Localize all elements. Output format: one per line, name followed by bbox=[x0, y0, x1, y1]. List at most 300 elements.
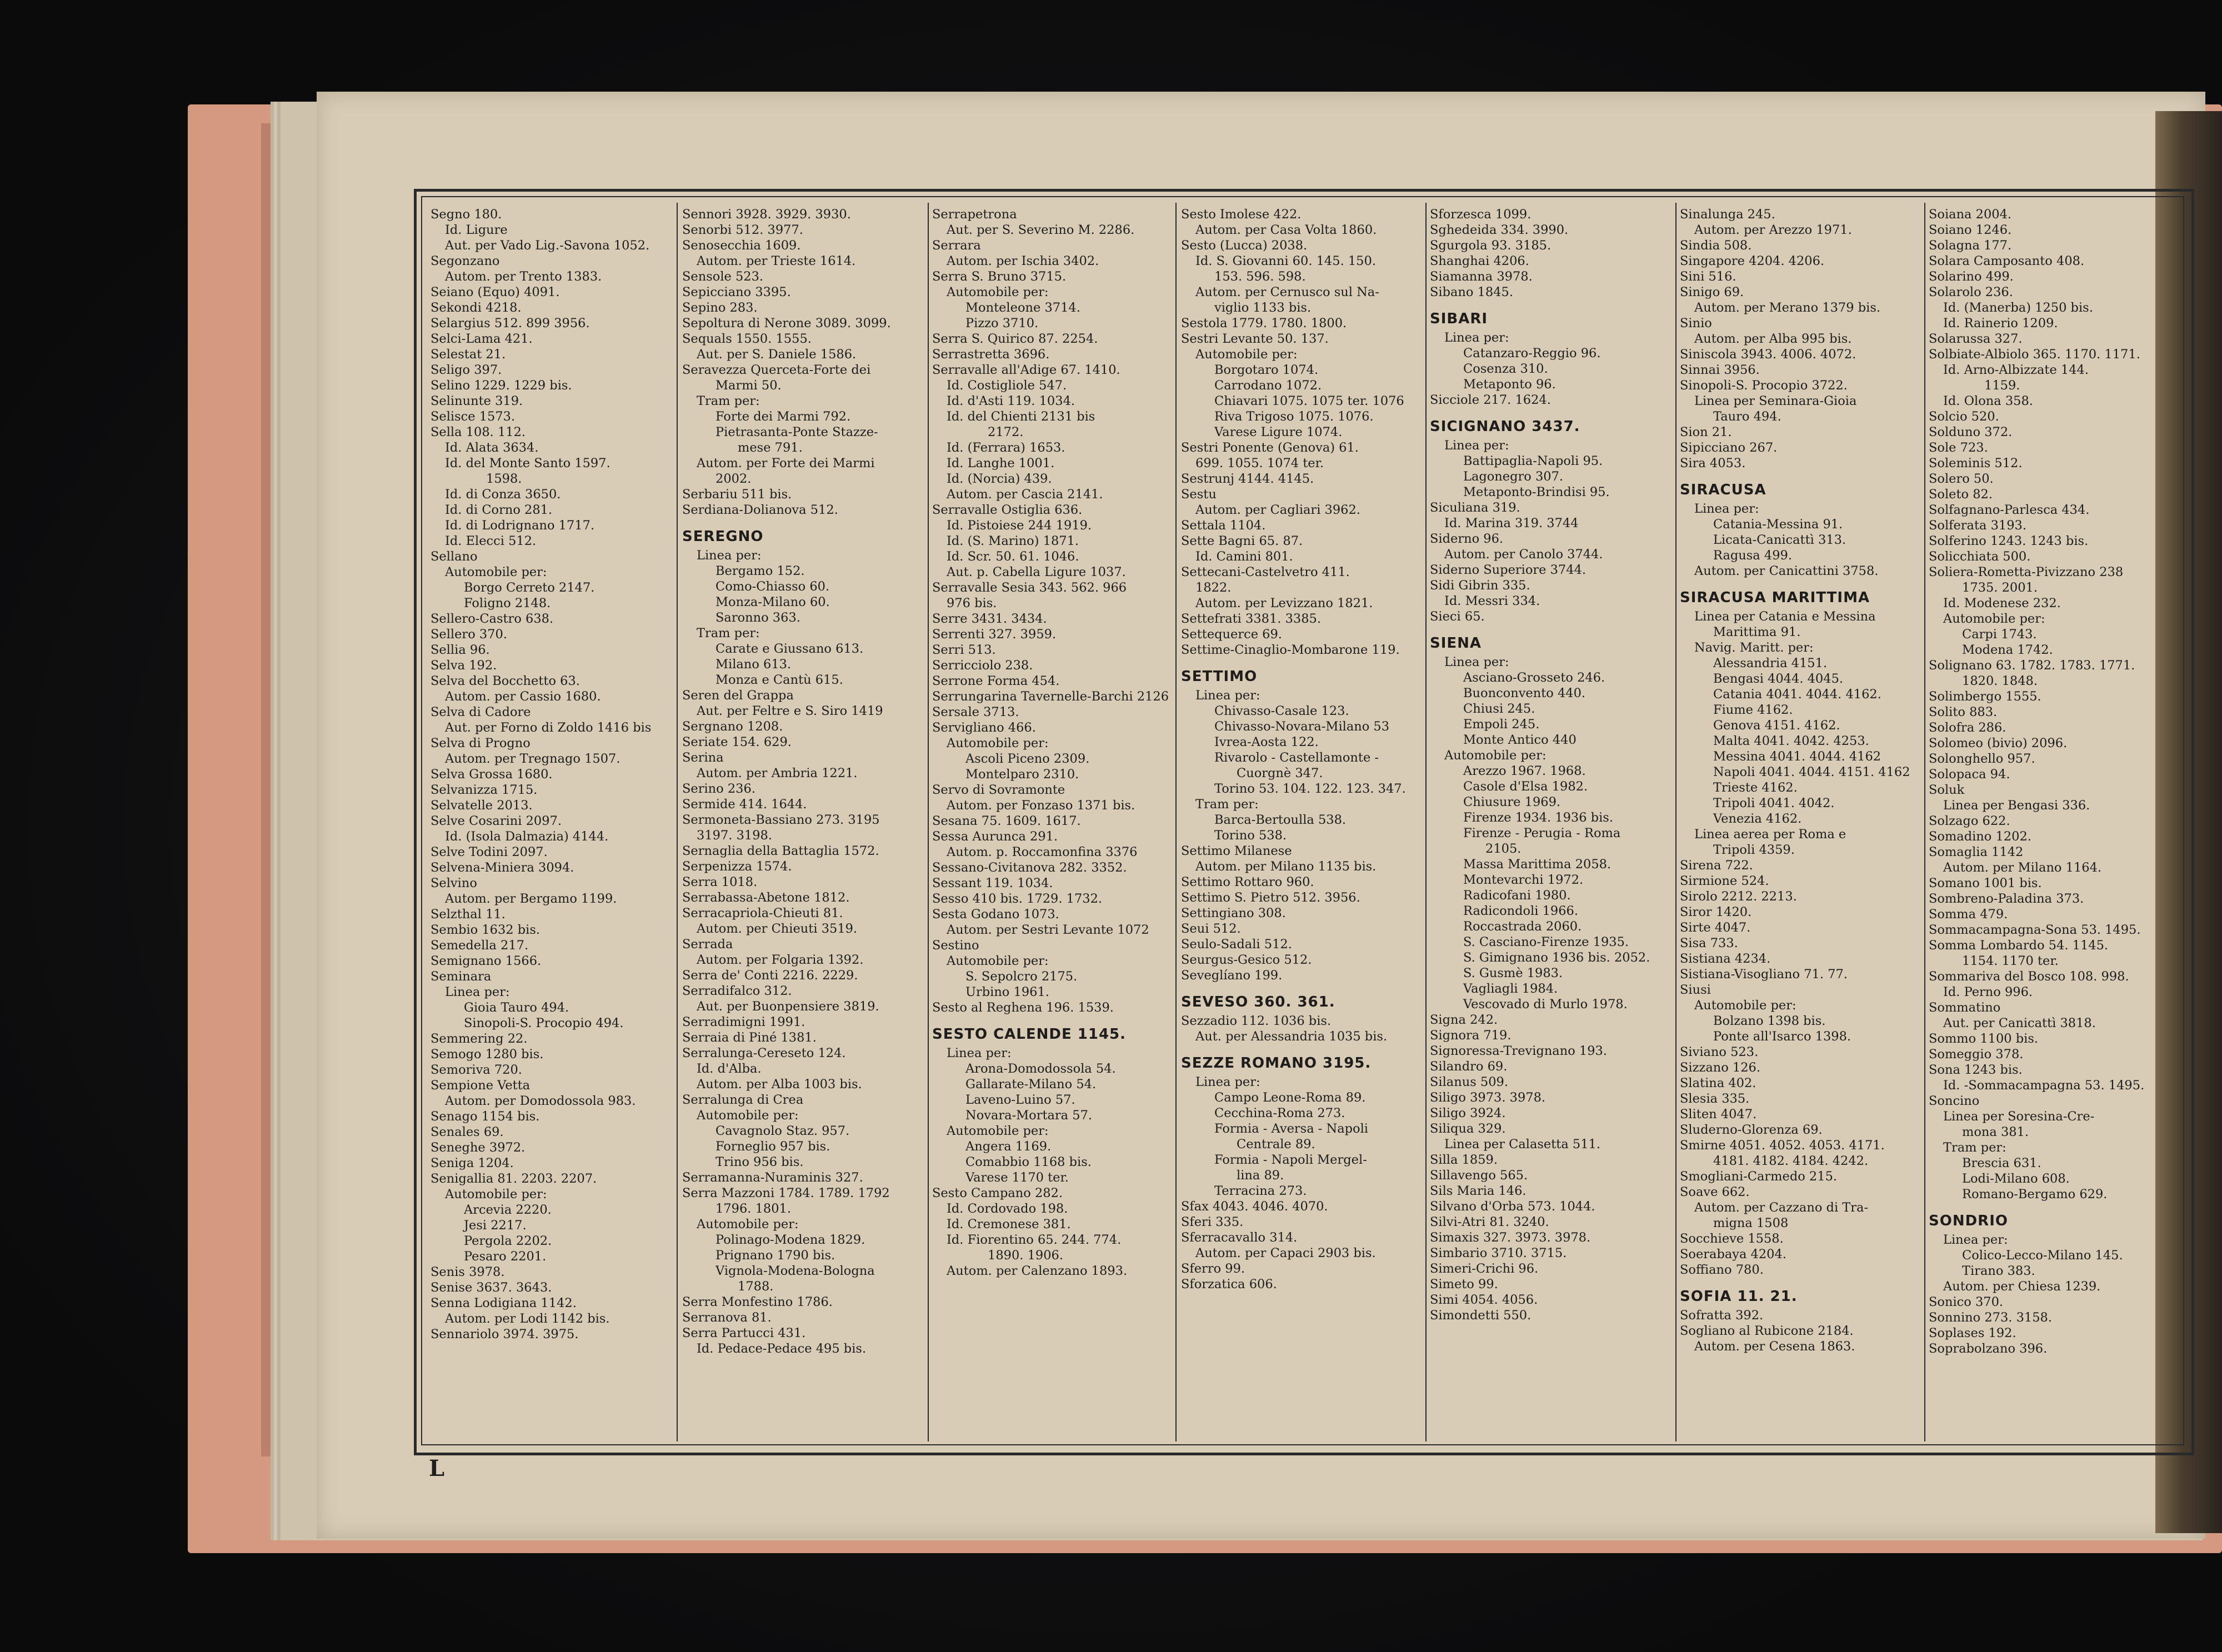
index-entry: Roccastrada 2060. bbox=[1463, 919, 1582, 934]
index-entry: Serri 513. bbox=[932, 643, 996, 657]
section-heading: SICIGNANO 3437. bbox=[1430, 418, 1580, 435]
index-entry: Seiano (Equo) 4091. bbox=[431, 285, 560, 299]
index-entry: Tram per: bbox=[1195, 797, 1259, 812]
index-entry: Linea per Soresina-Cre- bbox=[1943, 1109, 2095, 1124]
index-entry: Autom. per Alba 1003 bis. bbox=[697, 1077, 862, 1092]
index-entry: Id. Messri 334. bbox=[1444, 594, 1540, 608]
index-entry: Sonico 370. bbox=[1929, 1295, 2004, 1309]
index-entry: Firenze - Perugia - Roma bbox=[1463, 826, 1621, 840]
index-entry: Serina bbox=[682, 750, 724, 765]
index-entry: Linea per Calasetta 511. bbox=[1444, 1137, 1600, 1152]
index-entry: Solara Camposanto 408. bbox=[1929, 254, 2085, 268]
index-entry: Arona-Domodossola 54. bbox=[965, 1062, 1116, 1076]
index-entry: Sensole 523. bbox=[682, 269, 764, 284]
index-entry: Sesto Imolese 422. bbox=[1181, 207, 1302, 222]
index-entry: 1788. bbox=[738, 1279, 774, 1294]
index-entry: Solfagnano-Parlesca 434. bbox=[1929, 503, 2090, 517]
index-entry: Autom. per Cassio 1680. bbox=[445, 689, 601, 704]
index-entry: Colico-Lecco-Milano 145. bbox=[1962, 1248, 2123, 1263]
index-entry: Trino 956 bis. bbox=[715, 1155, 804, 1169]
index-entry: Sestri Ponente (Genova) 61. bbox=[1181, 440, 1359, 455]
index-entry: Sesso 410 bis. 1729. 1732. bbox=[932, 892, 1103, 906]
index-entry: Selisce 1573. bbox=[431, 409, 516, 424]
section-heading: SIBARI bbox=[1430, 311, 1488, 327]
index-entry: Sekondi 4218. bbox=[431, 301, 522, 315]
index-entry: Silvi-Atri 81. 3240. bbox=[1430, 1215, 1549, 1229]
index-entry: Forte dei Marmi 792. bbox=[715, 409, 851, 424]
index-entry: S. Gimignano 1936 bis. 2052. bbox=[1463, 950, 1650, 965]
index-entry: Serralunga di Crea bbox=[682, 1093, 804, 1107]
index-entry: Autom. per Bergamo 1199. bbox=[445, 892, 617, 906]
index-entry: Sinigo 69. bbox=[1680, 285, 1744, 299]
index-entry: Serino 236. bbox=[682, 782, 755, 796]
index-entry: 153. 596. 598. bbox=[1214, 269, 1306, 284]
index-entry: Bolzano 1398 bis. bbox=[1713, 1014, 1826, 1028]
index-column-1 bbox=[431, 207, 678, 1440]
index-entry: Seren del Grappa bbox=[682, 688, 794, 703]
index-entry: Simeri-Crichi 96. bbox=[1430, 1261, 1539, 1276]
index-entry: Aut. per Alessandria 1035 bis. bbox=[1195, 1029, 1388, 1044]
index-entry: Aut. per Buonpensiere 3819. bbox=[697, 999, 879, 1014]
index-entry: Serricciolo 238. bbox=[932, 658, 1033, 673]
index-entry: Urbino 1961. bbox=[965, 985, 1049, 999]
index-entry: Sennori 3928. 3929. 3930. bbox=[682, 207, 851, 222]
index-entry: Selva 192. bbox=[431, 658, 497, 673]
index-entry: Settecani-Castelvetro 411. bbox=[1181, 565, 1350, 579]
index-entry: Sette Bagni 65. 87. bbox=[1181, 534, 1303, 548]
index-entry: Simeto 99. bbox=[1430, 1277, 1498, 1291]
index-entry: Sforzesca 1099. bbox=[1430, 207, 1532, 222]
index-entry: Solferino 1243. 1243 bis. bbox=[1929, 534, 2089, 548]
index-entry: Automobile per: bbox=[1444, 748, 1547, 763]
index-entry: Simbario 3710. 3715. bbox=[1430, 1246, 1567, 1260]
index-entry: Solimbergo 1555. bbox=[1929, 689, 2041, 704]
index-entry: Id. S. Giovanni 60. 145. 150. bbox=[1195, 254, 1376, 268]
index-entry: Sliten 4047. bbox=[1680, 1107, 1757, 1122]
index-entry: Solbiate-Albiolo 365. 1170. 1171. bbox=[1929, 347, 2140, 362]
index-entry: Id. Langhe 1001. bbox=[947, 456, 1055, 470]
index-entry: Autom. per Cagliari 3962. bbox=[1195, 503, 1360, 517]
index-entry: Tram per: bbox=[697, 394, 760, 408]
index-entry: Sogliano al Rubicone 2184. bbox=[1680, 1324, 1854, 1338]
index-entry: Trieste 4162. bbox=[1713, 780, 1798, 795]
index-entry: Sizzano 126. bbox=[1680, 1060, 1761, 1075]
index-entry: Serravalle Ostiglia 636. bbox=[932, 503, 1083, 517]
index-entry: Serrone Forma 454. bbox=[932, 674, 1060, 688]
index-entry: Siculiana 319. bbox=[1430, 500, 1520, 515]
index-entry: Autom. p. Roccamonfina 3376 bbox=[947, 845, 1138, 859]
index-entry: Soerabaya 4204. bbox=[1680, 1247, 1786, 1261]
index-entry: Foligno 2148. bbox=[464, 596, 551, 610]
index-entry: Formia - Napoli Mergel- bbox=[1214, 1153, 1367, 1167]
index-entry: Sergnano 1208. bbox=[682, 719, 783, 734]
index-entry: Sillavengo 565. bbox=[1430, 1168, 1528, 1183]
index-entry: Solito 883. bbox=[1929, 705, 1998, 719]
index-entry: Sira 4053. bbox=[1680, 456, 1746, 470]
index-entry: Solduno 372. bbox=[1929, 425, 2013, 439]
index-entry: Sinopoli-S. Procopio 3722. bbox=[1680, 378, 1848, 393]
index-entry: Settimo S. Pietro 512. 3956. bbox=[1181, 890, 1360, 905]
index-entry: Linea per: bbox=[1195, 1075, 1260, 1089]
index-entry: Linea per Seminara-Gioia bbox=[1694, 394, 1857, 408]
index-entry: Genova 4151. 4162. bbox=[1713, 718, 1840, 733]
index-entry: Id. Fiorentino 65. 244. 774. bbox=[947, 1233, 1122, 1247]
index-entry: Servo di Sovramonte bbox=[932, 783, 1065, 797]
index-entry: Autom. per Sestri Levante 1072 bbox=[947, 923, 1149, 937]
index-entry: Marittima 91. bbox=[1713, 625, 1801, 639]
index-entry: Id. (S. Marino) 1871. bbox=[947, 534, 1079, 548]
index-entry: Id. Pistoiese 244 1919. bbox=[947, 518, 1092, 533]
index-entry: Solopaca 94. bbox=[1929, 767, 2010, 782]
index-entry: Sesana 75. 1609. 1617. bbox=[932, 814, 1081, 828]
index-entry: Montevarchi 1972. bbox=[1463, 873, 1584, 887]
index-entry: 2002. bbox=[715, 472, 752, 486]
section-heading: SOFIA 11. 21. bbox=[1680, 1288, 1798, 1305]
index-entry: Soiano 1246. bbox=[1929, 223, 2012, 237]
index-entry: Senales 69. bbox=[431, 1125, 504, 1139]
index-entry: Selvatelle 2013. bbox=[431, 798, 533, 813]
index-entry: Settequerce 69. bbox=[1181, 627, 1282, 642]
index-entry: Lagonegro 307. bbox=[1463, 469, 1564, 484]
index-entry: Settefrati 3381. 3385. bbox=[1181, 612, 1321, 626]
index-entry: 1598. bbox=[486, 472, 522, 486]
index-entry: Serrabassa-Abetone 1812. bbox=[682, 890, 850, 905]
index-entry: Id. Rainerio 1209. bbox=[1943, 316, 2058, 331]
section-heading: SEREGNO bbox=[682, 528, 764, 545]
index-entry: Id. di Corno 281. bbox=[445, 503, 553, 517]
index-entry: Smirne 4051. 4052. 4053. 4171. bbox=[1680, 1138, 1885, 1153]
index-entry: Selvino bbox=[431, 876, 477, 890]
index-entry: Solonghello 957. bbox=[1929, 752, 2035, 766]
section-heading: SESTO CALENDE 1145. bbox=[932, 1026, 1127, 1043]
index-entry: mese 791. bbox=[738, 440, 803, 455]
index-entry: Automobile per: bbox=[947, 285, 1049, 299]
index-entry: Sinnai 3956. bbox=[1680, 363, 1760, 377]
index-entry: Sepoltura di Nerone 3089. 3099. bbox=[682, 316, 891, 331]
index-entry: 3197. 3198. bbox=[697, 828, 772, 843]
index-entry: Vescovado di Murlo 1978. bbox=[1463, 997, 1628, 1012]
index-entry: Segonzano bbox=[431, 254, 500, 268]
index-entry: Sinalunga 245. bbox=[1680, 207, 1775, 222]
index-entry: Servigliano 466. bbox=[932, 720, 1036, 735]
index-entry: Tirano 383. bbox=[1962, 1264, 2035, 1278]
index-entry: Autom. per Lodi 1142 bis. bbox=[445, 1311, 610, 1326]
section-heading: SIRACUSA MARITTIMA bbox=[1680, 589, 1870, 606]
index-entry: Sestri Levante 50. 137. bbox=[1181, 332, 1329, 346]
index-entry: Id. di Lodrignano 1717. bbox=[445, 518, 595, 533]
index-entry: Serra de' Conti 2216. 2229. bbox=[682, 968, 858, 983]
index-entry: Seligo 397. bbox=[431, 363, 502, 377]
index-entry: Selvena-Miniera 3094. bbox=[431, 860, 574, 875]
index-entry: Sferro 99. bbox=[1181, 1261, 1245, 1276]
index-entry: Sombreno-Paladina 373. bbox=[1929, 892, 2084, 906]
index-entry: Sferi 335. bbox=[1181, 1215, 1244, 1229]
index-entry: Selestat 21. bbox=[431, 347, 506, 362]
index-entry: Siamanna 3978. bbox=[1430, 269, 1533, 284]
index-entry: Sezzadio 112. 1036 bis. bbox=[1181, 1014, 1332, 1028]
index-entry: Riva Trigoso 1075. 1076. bbox=[1214, 409, 1374, 424]
index-entry: Sepino 283. bbox=[682, 301, 758, 315]
index-entry: S. Sepolcro 2175. bbox=[965, 969, 1078, 984]
index-entry: Id. (Ferrara) 1653. bbox=[947, 440, 1065, 455]
index-entry: Serrungarina Tavernelle-Barchi 2126 bbox=[932, 689, 1169, 704]
index-entry: Settala 1104. bbox=[1181, 518, 1266, 533]
index-entry: Sepicciano 3395. bbox=[682, 285, 791, 299]
index-entry: S. Gusmè 1983. bbox=[1463, 966, 1563, 980]
index-entry: Id. Perno 996. bbox=[1943, 985, 2033, 999]
index-entry: Sommatino bbox=[1929, 1000, 2001, 1015]
index-entry: Selve Todini 2097. bbox=[431, 845, 548, 859]
index-entry: Serracapriola-Chieuti 81. bbox=[682, 906, 843, 920]
index-entry: Sirena 722. bbox=[1680, 858, 1753, 873]
index-entry: Fiume 4162. bbox=[1713, 703, 1793, 717]
index-entry: Linea per Bengasi 336. bbox=[1943, 798, 2090, 813]
index-entry: Sinio bbox=[1680, 316, 1712, 331]
index-entry: Serra S. Bruno 3715. bbox=[932, 269, 1067, 284]
index-entry: Cosenza 310. bbox=[1463, 362, 1548, 376]
index-entry: Buonconvento 440. bbox=[1463, 686, 1586, 700]
index-entry: Id. d'Asti 119. 1034. bbox=[947, 394, 1075, 408]
index-entry: Autom. per Levizzano 1821. bbox=[1195, 596, 1373, 610]
index-entry: Barca-Bertoulla 538. bbox=[1214, 813, 1347, 827]
index-entry: Aut. per S. Daniele 1586. bbox=[697, 347, 857, 362]
index-entry: Sibano 1845. bbox=[1430, 285, 1514, 299]
index-entry: Serranova 81. bbox=[682, 1310, 772, 1325]
index-entry: 1796. 1801. bbox=[715, 1202, 791, 1216]
index-entry: Serra S. Quirico 87. 2254. bbox=[932, 332, 1098, 346]
index-entry: Siderno 96. bbox=[1430, 532, 1504, 546]
index-entry: Autom. per Milano 1135 bis. bbox=[1195, 859, 1377, 874]
index-entry: Solignano 63. 1782. 1783. 1771. bbox=[1929, 658, 2135, 673]
index-entry: Soffiano 780. bbox=[1680, 1263, 1764, 1277]
index-column-2 bbox=[682, 207, 929, 1440]
index-entry: Terracina 273. bbox=[1214, 1184, 1307, 1198]
index-entry: Autom. per Alba 995 bis. bbox=[1694, 332, 1852, 346]
index-entry: Serrapetrona bbox=[932, 207, 1017, 222]
index-entry: Sellero 370. bbox=[431, 627, 507, 642]
index-entry: Signora 719. bbox=[1430, 1028, 1512, 1043]
index-entry: Id. Arno-Albizzate 144. bbox=[1943, 363, 2089, 377]
index-entry: Ragusa 499. bbox=[1713, 548, 1792, 563]
index-entry: Metaponto-Brindisi 95. bbox=[1463, 485, 1610, 499]
index-entry: Linea per: bbox=[1444, 331, 1509, 345]
index-entry: Tripoli 4359. bbox=[1713, 843, 1795, 857]
index-entry: Sistiana 4234. bbox=[1680, 952, 1771, 966]
index-entry: Linea per: bbox=[445, 985, 510, 999]
index-entry: Solarolo 236. bbox=[1929, 285, 2013, 299]
index-entry: Soliera-Rometta-Pivizzano 238 bbox=[1929, 565, 2124, 579]
index-entry: Selinunte 319. bbox=[431, 394, 523, 408]
index-entry: Siror 1420. bbox=[1680, 905, 1752, 919]
index-entry: Rivarolo - Castellamonte - bbox=[1214, 750, 1379, 765]
index-entry: Shanghai 4206. bbox=[1430, 254, 1529, 268]
index-entry: Autom. per Cazzano di Tra- bbox=[1694, 1200, 1869, 1215]
index-entry: Brescia 631. bbox=[1962, 1156, 2041, 1170]
index-entry: Pizzo 3710. bbox=[965, 316, 1039, 331]
index-entry: Siliqua 329. bbox=[1430, 1122, 1506, 1136]
index-entry: Autom. per Milano 1164. bbox=[1943, 860, 2102, 875]
index-entry: Autom. per Cascia 2141. bbox=[947, 487, 1103, 502]
index-entry: Soncino bbox=[1929, 1094, 1980, 1108]
section-heading: SIENA bbox=[1430, 635, 1482, 652]
index-entry: 1890. 1906. bbox=[988, 1248, 1063, 1263]
index-entry: Ascoli Piceno 2309. bbox=[965, 752, 1090, 766]
index-entry: mona 381. bbox=[1962, 1125, 2029, 1139]
index-entry: Battipaglia-Napoli 95. bbox=[1463, 454, 1603, 468]
index-entry: Id. Elecci 512. bbox=[445, 534, 537, 548]
index-entry: Autom. per Arezzo 1971. bbox=[1694, 223, 1852, 237]
index-entry: Settimo Rottaro 960. bbox=[1181, 875, 1314, 889]
index-entry: Gioia Tauro 494. bbox=[464, 1000, 569, 1015]
index-entry: Chivasso-Novara-Milano 53 bbox=[1214, 719, 1390, 734]
index-entry: Seriate 154. 629. bbox=[682, 735, 792, 749]
index-entry: Somaglia 1142 bbox=[1929, 845, 2024, 859]
index-entry: Socchieve 1558. bbox=[1680, 1232, 1784, 1246]
index-entry: Pergola 2202. bbox=[464, 1234, 552, 1248]
index-entry: Centrale 89. bbox=[1237, 1137, 1315, 1152]
index-entry: Serra Monfestino 1786. bbox=[682, 1295, 833, 1309]
index-entry: Montelparo 2310. bbox=[965, 767, 1079, 782]
index-entry: Cecchina-Roma 273. bbox=[1214, 1106, 1345, 1120]
index-entry: Sipicciano 267. bbox=[1680, 440, 1778, 455]
index-entry: Tauro 494. bbox=[1713, 409, 1781, 424]
index-entry: Semogo 1280 bis. bbox=[431, 1047, 544, 1062]
index-entry: Catania-Messina 91. bbox=[1713, 517, 1843, 532]
index-entry: Laveno-Luino 57. bbox=[965, 1093, 1075, 1107]
index-entry: Sellero-Castro 638. bbox=[431, 612, 554, 626]
index-entry: Seulo-Sadali 512. bbox=[1181, 937, 1292, 952]
index-entry: Selino 1229. 1229 bis. bbox=[431, 378, 572, 393]
index-entry: Vagliagli 1984. bbox=[1463, 982, 1558, 996]
index-entry: Gallarate-Milano 54. bbox=[965, 1077, 1097, 1092]
index-entry: Serravalle Sesia 343. 562. 966 bbox=[932, 580, 1127, 595]
index-entry: Sellano bbox=[431, 549, 478, 564]
index-entry: Siusi bbox=[1680, 983, 1711, 997]
index-entry: Senis 3978. bbox=[431, 1265, 505, 1279]
index-entry: Empoli 245. bbox=[1463, 717, 1540, 732]
index-entry: 699. 1055. 1074 ter. bbox=[1195, 456, 1324, 470]
index-entry: Slatina 402. bbox=[1680, 1076, 1756, 1090]
index-entry: Serraia di Piné 1381. bbox=[682, 1030, 817, 1045]
section-heading: SIRACUSA bbox=[1680, 482, 1766, 498]
index-entry: Chiusi 245. bbox=[1463, 702, 1535, 716]
index-entry: Soave 662. bbox=[1680, 1185, 1750, 1199]
index-entry: Soleto 82. bbox=[1929, 487, 1993, 502]
index-entry: Singapore 4204. 4206. bbox=[1680, 254, 1825, 268]
index-entry: Jesi 2217. bbox=[464, 1218, 527, 1233]
index-entry: Lodi-Milano 608. bbox=[1962, 1172, 2070, 1186]
index-entry: Segno 180. bbox=[431, 207, 502, 222]
index-entry: Malta 4041. 4042. 4253. bbox=[1713, 734, 1869, 748]
index-entry: Forneglio 957 bis. bbox=[715, 1139, 830, 1154]
index-entry: Serpenizza 1574. bbox=[682, 859, 792, 874]
index-entry: Senise 3637. 3643. bbox=[431, 1280, 552, 1295]
index-entry: Senorbi 512. 3977. bbox=[682, 223, 803, 237]
index-entry: viglio 1133 bis. bbox=[1214, 301, 1312, 315]
index-entry: Id. del Monte Santo 1597. bbox=[445, 456, 610, 470]
index-entry: Automobile per: bbox=[445, 565, 547, 579]
index-entry: Formia - Aversa - Napoli bbox=[1214, 1122, 1368, 1136]
index-entry: Automobile per: bbox=[445, 1187, 547, 1202]
index-entry: Semedella 217. bbox=[431, 938, 529, 953]
index-entry: Automobile per: bbox=[947, 954, 1049, 968]
index-entry: Autom. per Chiesa 1239. bbox=[1943, 1279, 2101, 1294]
index-entry: Smogliani-Carmedo 215. bbox=[1680, 1169, 1838, 1184]
cover-inner-edge bbox=[261, 123, 278, 1456]
index-entry: Soprabolzano 396. bbox=[1929, 1341, 2048, 1356]
index-entry: Autom. per Casa Volta 1860. bbox=[1195, 223, 1377, 237]
index-entry: Ponte all'Isarco 1398. bbox=[1713, 1029, 1851, 1044]
index-entry: Sesto Campano 282. bbox=[932, 1186, 1063, 1200]
index-entry: Aut. per Feltre e S. Siro 1419 bbox=[697, 704, 883, 718]
index-entry: Autom. per Domodossola 983. bbox=[445, 1094, 636, 1108]
index-entry: Asciano-Grosseto 246. bbox=[1463, 670, 1605, 685]
index-entry: Radicondoli 1966. bbox=[1463, 904, 1579, 918]
index-entry: Sestrunj 4144. 4145. bbox=[1181, 472, 1314, 486]
index-entry: Id. Ligure bbox=[445, 223, 508, 237]
index-entry: Radicofani 1980. bbox=[1463, 888, 1571, 903]
index-entry: Semignano 1566. bbox=[431, 954, 542, 968]
index-entry: Serramanna-Nuraminis 327. bbox=[682, 1170, 863, 1185]
index-entry: Selve Cosarini 2097. bbox=[431, 814, 562, 828]
index-entry: Automobile per: bbox=[947, 736, 1049, 750]
index-entry: Seniga 1204. bbox=[431, 1156, 514, 1170]
index-entry: Linea per: bbox=[1943, 1233, 2008, 1247]
index-entry: Monte Antico 440 bbox=[1463, 733, 1577, 747]
index-entry: Autom. per Cernusco sul Na- bbox=[1195, 285, 1379, 299]
index-entry: Chiavari 1075. 1075 ter. 1076 bbox=[1214, 394, 1404, 408]
index-entry: Sils Maria 146. bbox=[1430, 1184, 1527, 1198]
index-entry: Signa 242. bbox=[1430, 1013, 1498, 1027]
index-entry: Sesto al Reghena 196. 1539. bbox=[932, 1000, 1114, 1015]
index-entry: Aut. per Canicattì 3818. bbox=[1943, 1016, 2096, 1030]
index-entry: Sequals 1550. 1555. bbox=[682, 332, 812, 346]
index-entry: Sempione Vetta bbox=[431, 1078, 531, 1093]
index-entry: Sessano-Civitanova 282. 3352. bbox=[932, 860, 1127, 875]
index-entry: Serra Mazzoni 1784. 1789. 1792 bbox=[682, 1186, 890, 1200]
index-entry: Sella 108. 112. bbox=[431, 425, 526, 439]
index-entry: Someggio 378. bbox=[1929, 1047, 2024, 1062]
index-entry: Prignano 1790 bis. bbox=[715, 1248, 835, 1263]
index-entry: Solofra 286. bbox=[1929, 720, 2006, 735]
index-entry: Catania 4041. 4044. 4162. bbox=[1713, 687, 1881, 702]
index-entry: Slesia 335. bbox=[1680, 1092, 1750, 1106]
index-entry: Senosecchia 1609. bbox=[682, 238, 801, 253]
index-entry: Linea per: bbox=[1195, 688, 1260, 703]
index-entry: Angera 1169. bbox=[965, 1139, 1052, 1154]
index-entry: Linea per: bbox=[697, 548, 762, 563]
index-entry: Sembio 1632 bis. bbox=[431, 923, 541, 937]
index-entry: Solcio 520. bbox=[1929, 409, 1999, 424]
index-entry: Serradifalco 312. bbox=[682, 984, 792, 998]
index-entry: Sermide 414. 1644. bbox=[682, 797, 807, 812]
index-entry: Sion 21. bbox=[1680, 425, 1732, 439]
index-entry: Sernaglia della Battaglia 1572. bbox=[682, 844, 879, 858]
index-entry: Linea aerea per Roma e bbox=[1694, 827, 1846, 842]
index-entry: Sesta Godano 1073. bbox=[932, 907, 1059, 922]
index-entry: Vignola-Modena-Bologna bbox=[715, 1264, 875, 1278]
index-entry: Selva di Progno bbox=[431, 736, 531, 750]
index-entry: Aut. per S. Severino M. 2286. bbox=[947, 223, 1135, 237]
index-entry: Siviano 523. bbox=[1680, 1045, 1759, 1059]
index-entry: Tram per: bbox=[697, 626, 760, 640]
index-entry: Monza e Cantù 615. bbox=[715, 673, 843, 687]
index-entry: Sferracavallo 314. bbox=[1181, 1230, 1298, 1245]
index-entry: Sirte 4047. bbox=[1680, 920, 1751, 935]
index-entry: Messina 4041. 4044. 4162 bbox=[1713, 749, 1881, 764]
index-entry: Pesaro 2201. bbox=[464, 1249, 547, 1264]
index-entry: Sgurgola 93. 3185. bbox=[1430, 238, 1552, 253]
